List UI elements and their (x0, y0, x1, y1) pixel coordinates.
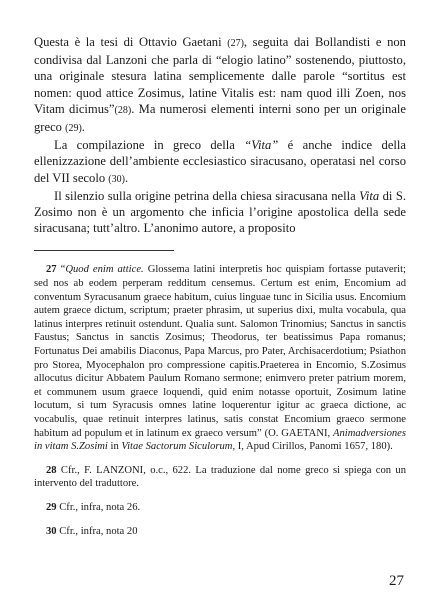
text: Questa è la tesi di Ottavio Gaetani (34, 35, 228, 49)
text: Cfr., F. LANZONI, o.c., 622. La traduzione dal nome greco si spiega con un intervento del traduttore. (34, 464, 406, 490)
footnote-ref-29[interactable]: (29) (65, 123, 82, 135)
text: di S. Zosimo non è un argomento che inficia l’origine apostolica della sede siracusana; tutt’altro. L’anonimo autore, a proposito (34, 188, 406, 236)
text: . (81, 120, 85, 135)
italic-title: “Vita” (244, 138, 279, 153)
footnote-29 (34, 501, 406, 515)
text: I, Apud Cirillos, Panomi 1657, 180). (235, 441, 393, 453)
footnote-number: 29 (46, 501, 57, 513)
paragraph-1 (34, 34, 406, 137)
footnote-28 (34, 464, 406, 491)
text: Il silenzio sulla origine petrina della chiesa siracusana nella (54, 188, 360, 203)
footnote-divider (34, 250, 174, 251)
page-number: 27 (389, 573, 404, 589)
text: La compilazione in greco della (54, 138, 245, 153)
footnote-27 (34, 263, 406, 453)
text: . Ma numerosi elementi interni sono per un originale greco (34, 101, 407, 135)
footnote-number: 27 (46, 264, 57, 276)
page-content (34, 34, 406, 548)
italic-text: Vitae Sactorum Siculorum, (121, 441, 236, 453)
text: , seguita dai Bollandisti e non condivisa dal Lanzoni che parla di “elogio latino” sostenendo, piuttosto, una originale stesura latina semplicemente dalle parole “sortitus est nomen: quod attice Zosimus, latine Vitalis est: nam quod illi Zoen, nos Vitam dicimus” (34, 35, 406, 116)
footnote-ref-27[interactable]: (27) (227, 38, 244, 49)
paragraph-2 (34, 137, 406, 188)
italic-text: Animadversiones in vitam S.Zosimi (34, 427, 406, 453)
footnote-30 (34, 525, 406, 539)
footnote-ref-28[interactable]: (28) (114, 104, 132, 116)
footnotes (34, 263, 406, 538)
text: Cfr., infra, nota 26. (56, 501, 141, 513)
text: . (124, 170, 129, 185)
footnote-ref-30[interactable]: (30) (108, 173, 125, 185)
paragraph-3 (34, 188, 406, 237)
text: in (107, 441, 122, 453)
italic-text: Quod enim attice. (65, 264, 144, 276)
text: “ (56, 264, 66, 276)
text: é anche indice della ellenizzazione dell’ambiente ecclesiastico siracusano, operatasi nel corso del VII secolo (34, 138, 406, 185)
text: Glossema latini interpretis hoc quispiam fortasse putaverit; sed nos ab eodem perperam redditum censemus. Certum est enim, Encomium ad conventum Syracusanum graece habitum, cuius linguae tunc in Sicilia usus. Encomium autem graece dictum, scriptum; praeter phrasim, ut superius dixi, multa vocabula, qua latinus interpres retinuit ostendunt. Qualia sunt. Salomon Trinomius; Sanctus in sanctis Faustus; Sanctus in sanctis Zosimus; Theodorus, ter beatissimus Papa romanus; Fortunatus Dei amabilis Diaconus, Papa Marcus, pro Pater, Archisacerdotium; Psiathon pro Storea, Myocephalon pro compressione capitis.Praeterea in Encomio, S.Zosimus allocutus dicitur Abbatem Paulum Romano sermone; enimvero preter patrium morem, et communem usum graece loquendi, quid enim notasse oportuit, Zosimum latine locutum, si tum Syracusis omnes latine loquerentur igitur ac graeca dictione, ac vocabulis, quae retinuit interpres latinus, satis constat Encomium graeco sermone habitum ad populum et in latinum ex graeco versum” (O. GAETANI, (34, 264, 406, 439)
text: Cfr., infra, nota 20 (56, 525, 138, 537)
footnote-number: 28 (46, 464, 57, 476)
footnote-number: 30 (46, 525, 57, 537)
italic-title: Vita (359, 188, 380, 203)
main-text (34, 34, 406, 236)
